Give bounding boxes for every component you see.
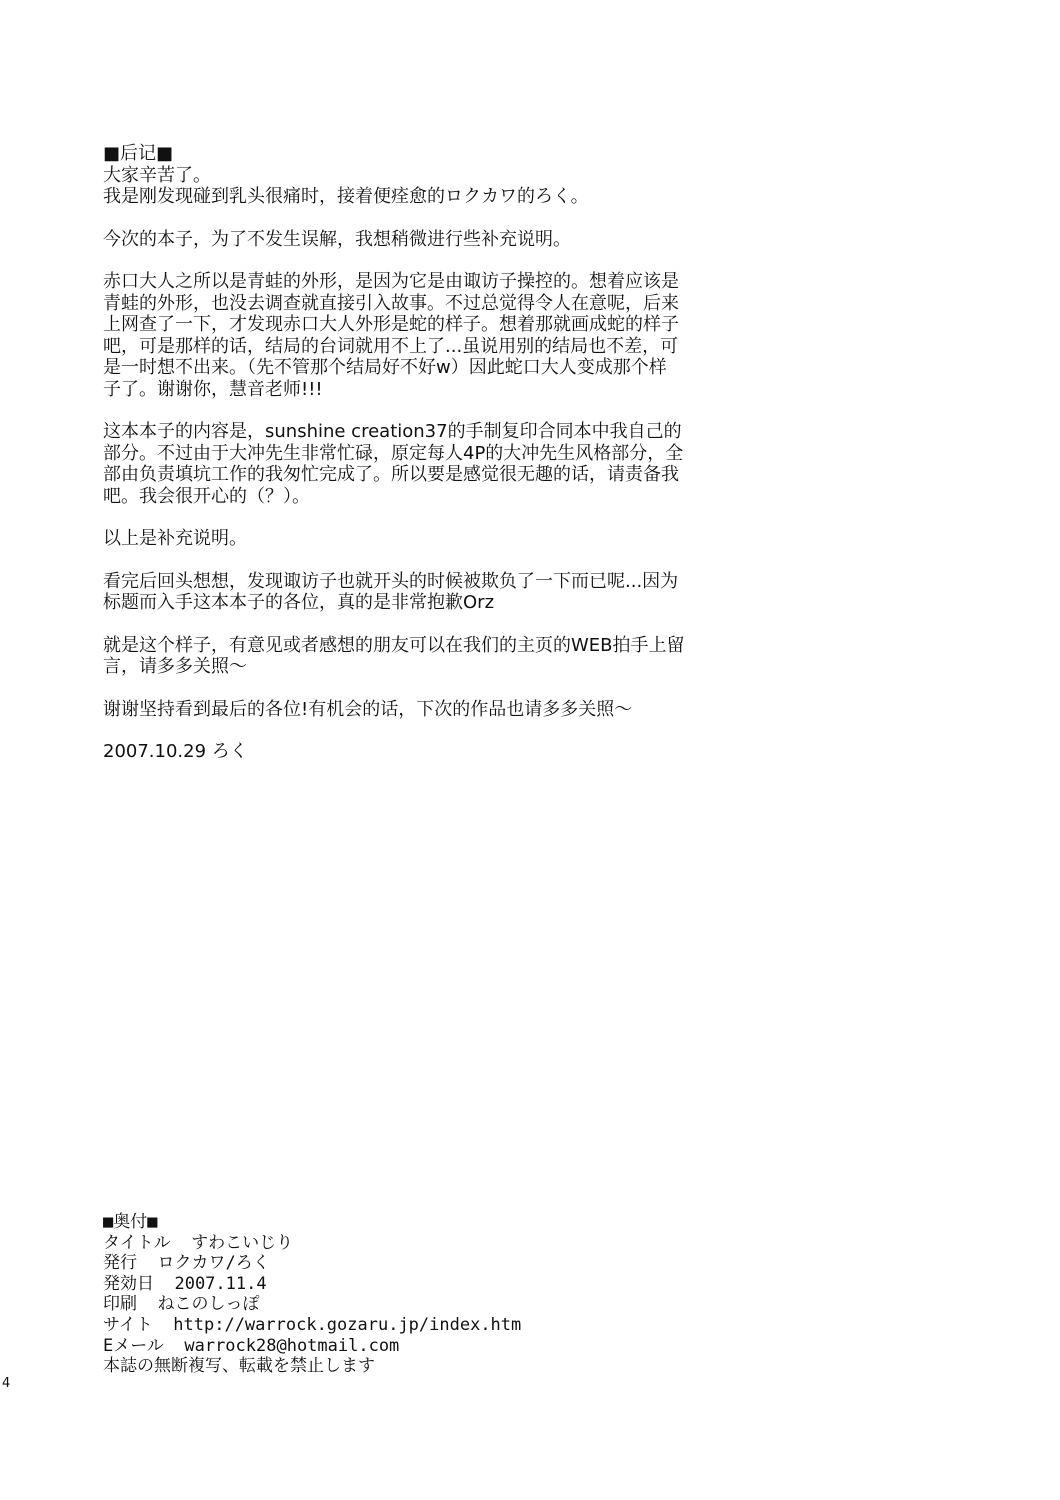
- afterword-line: 是一时想不出来。（先不管那个结局好不好w）因此蛇口大人变成那个样: [103, 357, 667, 378]
- colophon-copyright-notice: 本誌の無断複写、転載を禁止します: [103, 1356, 375, 1377]
- afterword-line: 今次的本子，为了不发生误解，我想稍微进行些补充说明。: [103, 228, 571, 250]
- afterword-date-signature: 2007.10.29 ろく: [103, 741, 248, 762]
- afterword-line: 部由负责填坑工作的我匆忙完成了。所以要是感觉很无趣的话，请责备我: [103, 464, 679, 485]
- colophon-heading: ■奥付■: [103, 1212, 158, 1232]
- afterword-line: 言，请多多关照～: [103, 656, 247, 677]
- afterword-paragraph: [103, 229, 753, 251]
- afterword-line: 就是这个样子，有意见或者感想的朋友可以在我们的主页的WEB拍手上留: [103, 634, 685, 656]
- colophon-issue-date-row: 発効日 2007.11.4: [103, 1273, 267, 1294]
- afterword-paragraph: [103, 571, 753, 614]
- afterword-line: 部分。不过由于大冲先生非常忙碌，原定每人4P的大冲先生风格部分，全: [103, 442, 684, 464]
- page-number: 4: [2, 1376, 11, 1391]
- colophon-section: [103, 1212, 623, 1377]
- afterword-line: 吧，可是那样的话，结局的台词就用不上了...虽说用别的结局也不差，可: [103, 335, 679, 357]
- afterword-line: 这本本子的内容是，sunshine creation37的手制复印合同本中我自己的: [103, 421, 682, 442]
- afterword-paragraph: [103, 635, 753, 678]
- afterword-line: 青蛙的外形，也没去调查就直接引入故事。不过总觉得令人在意呢，后来: [103, 292, 679, 314]
- afterword-paragraph: [103, 699, 753, 721]
- colophon-title-row: タイトル すわこいじり: [103, 1232, 294, 1253]
- afterword-line: 吧。我会很开心的（？）。: [103, 485, 310, 507]
- afterword-line: 看完后回头想想，发现诹访子也就开头的时候被欺负了一下而已呢...因为: [103, 570, 679, 592]
- colophon-publisher-row: 発行 ロクカワ/ろく: [103, 1253, 270, 1274]
- afterword-line: 上网查了一下，才发现赤口大人外形是蛇的样子。想着那就画成蛇的样子: [103, 314, 679, 335]
- afterword-paragraph: [103, 421, 753, 507]
- afterword-line: 谢谢坚持看到最后的各位!有机会的话，下次的作品也请多多关照～: [103, 698, 633, 720]
- colophon-printer-row: 印刷 ねこのしっぽ: [103, 1294, 260, 1315]
- afterword-signature: [103, 741, 753, 763]
- afterword-line: 我是刚发现碰到乳头很痛时，接着便痊愈的ロクカワ的ろく。: [103, 186, 589, 207]
- colophon-email-row: Eメール warrock28@hotmail.com: [103, 1335, 400, 1356]
- afterword-section: [103, 143, 753, 763]
- afterword-line: 子了。谢谢你，慧音老师!!!: [103, 378, 323, 400]
- afterword-line: 标题而入手这本本子的各位，真的是非常抱歉Orz: [103, 592, 495, 613]
- colophon-site-row: サイト http://warrock.gozaru.jp/index.htm: [103, 1314, 522, 1335]
- afterword-heading: ■后记■: [103, 143, 174, 164]
- afterword-line: 赤口大人之所以是青蛙的外形，是因为它是由诹访子操控的。想着应该是: [103, 271, 679, 292]
- afterword-line: 大家辛苦了。: [103, 164, 211, 186]
- afterword-paragraph: [103, 271, 753, 400]
- afterword-paragraph: [103, 528, 753, 550]
- afterword-paragraph: [103, 165, 753, 208]
- afterword-line: 以上是补充说明。: [103, 528, 247, 549]
